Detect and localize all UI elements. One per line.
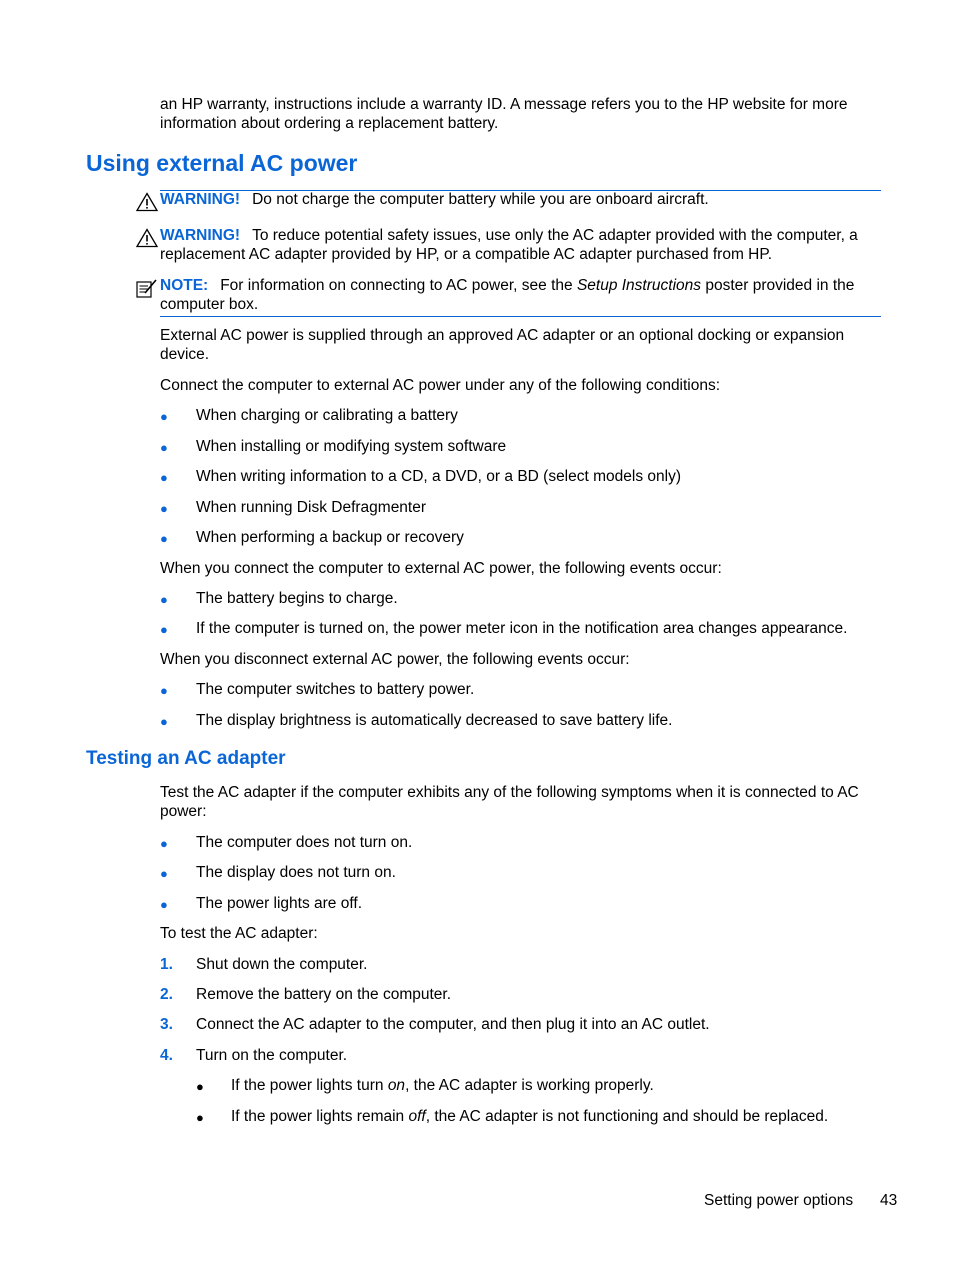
bullet-dot-icon: ● xyxy=(160,897,168,912)
note xyxy=(160,276,880,314)
note-text-italic: Setup Instructions xyxy=(576,277,702,294)
list-item: When charging or calibrating a battery xyxy=(196,407,458,424)
warning-text: Do not charge the computer battery while you are onboard aircraft. xyxy=(252,191,709,208)
step-text: Connect the AC adapter to the computer, and then plug it into an AC outlet. xyxy=(196,1016,710,1033)
result-text-italic: off xyxy=(408,1108,426,1125)
note-text-before: For information on connecting to AC power, see the xyxy=(220,277,577,294)
paragraph-test-intro: To test the AC adapter: xyxy=(160,925,318,942)
paragraph-connect-events: When you connect the computer to external AC power, the following events occur: xyxy=(160,560,722,577)
list-item: The computer does not turn on. xyxy=(196,834,413,851)
list-item: When installing or modifying system software xyxy=(196,438,507,455)
result-text-before: If the power lights turn xyxy=(231,1077,388,1094)
paragraph-disconnect-events: When you disconnect external AC power, the following events occur: xyxy=(160,651,630,668)
bullet-dot-icon: ● xyxy=(160,836,168,851)
bullet-dot-icon: ● xyxy=(160,470,168,485)
bullet-dot-icon: ● xyxy=(160,683,168,698)
note-pencil-icon xyxy=(136,278,158,298)
list-item: When writing information to a CD, a DVD, or a BD (select models only) xyxy=(196,468,681,485)
warning-triangle-icon xyxy=(136,228,158,248)
step-number: 4. xyxy=(160,1047,173,1064)
bullet-dot-icon: ● xyxy=(160,592,168,607)
section-heading: Using external AC power xyxy=(86,150,358,176)
warning-2 xyxy=(160,226,880,264)
list-item: The power lights are off. xyxy=(196,895,362,912)
bullet-dot-icon: ● xyxy=(160,501,168,516)
warning-label: WARNING! xyxy=(160,227,241,244)
result-text-after: , the AC adapter is not functioning and should be replaced. xyxy=(425,1108,829,1125)
result-text-after: , the AC adapter is working properly. xyxy=(405,1077,654,1094)
list-item: The computer switches to battery power. xyxy=(196,681,475,698)
result-text-italic: on xyxy=(387,1077,406,1094)
bullet-dot-icon: ● xyxy=(160,440,168,455)
section-rule-bottom xyxy=(160,316,881,317)
warning-text: To reduce potential safety issues, use only the AC adapter provided with the computer, a replacement AC adapter provided by HP, or a compatible AC adapter purchased from HP. xyxy=(160,227,858,263)
step-text: Turn on the computer. xyxy=(196,1047,348,1064)
step-text: Remove the battery on the computer. xyxy=(196,986,452,1003)
list-item: When performing a backup or recovery xyxy=(196,529,464,546)
bullet-dot-icon: ● xyxy=(196,1110,204,1125)
bullet-dot-icon: ● xyxy=(160,866,168,881)
list-item: The display does not turn on. xyxy=(196,864,396,881)
note-label: NOTE: xyxy=(160,277,209,294)
warning-triangle-icon xyxy=(136,192,158,212)
warning-label: WARNING! xyxy=(160,191,241,208)
note-text-after: poster provided in the computer box. xyxy=(160,277,855,313)
bullet-dot-icon: ● xyxy=(160,622,168,637)
list-item: When running Disk Defragmenter xyxy=(196,499,427,516)
bullet-dot-icon: ● xyxy=(160,531,168,546)
step-number: 2. xyxy=(160,986,173,1003)
list-item: The battery begins to charge. xyxy=(196,590,398,607)
bullet-dot-icon: ● xyxy=(160,409,168,424)
step-number: 1. xyxy=(160,956,173,973)
result-text-before: If the power lights remain xyxy=(231,1108,409,1125)
step-text: Shut down the computer. xyxy=(196,956,368,973)
subsection-heading: Testing an AC adapter xyxy=(86,748,286,769)
result-item xyxy=(231,1076,891,1095)
list-item: If the computer is turned on, the power meter icon in the notification area changes appearance. xyxy=(196,620,848,637)
paragraph-conditions-intro: Connect the computer to external AC power under any of the following conditions: xyxy=(160,377,721,394)
footer-page-number: 43 xyxy=(880,1192,898,1209)
footer-section-name: Setting power options xyxy=(704,1192,854,1209)
paragraph-symptoms-intro: Test the AC adapter if the computer exhibits any of the following symptoms when it is connected to AC power: xyxy=(160,784,859,820)
warning-1 xyxy=(160,190,880,209)
list-item: The display brightness is automatically decreased to save battery life. xyxy=(196,712,673,729)
bullet-dot-icon: ● xyxy=(160,714,168,729)
step-number: 3. xyxy=(160,1016,173,1033)
bullet-dot-icon: ● xyxy=(196,1079,204,1094)
result-item xyxy=(231,1107,891,1126)
paragraph-external-power: External AC power is supplied through an approved AC adapter or an optional docking or expansion device. xyxy=(160,327,845,363)
intro-paragraph: an HP warranty, instructions include a warranty ID. A message refers you to the HP website for more information about ordering a replacement battery. xyxy=(160,96,848,132)
